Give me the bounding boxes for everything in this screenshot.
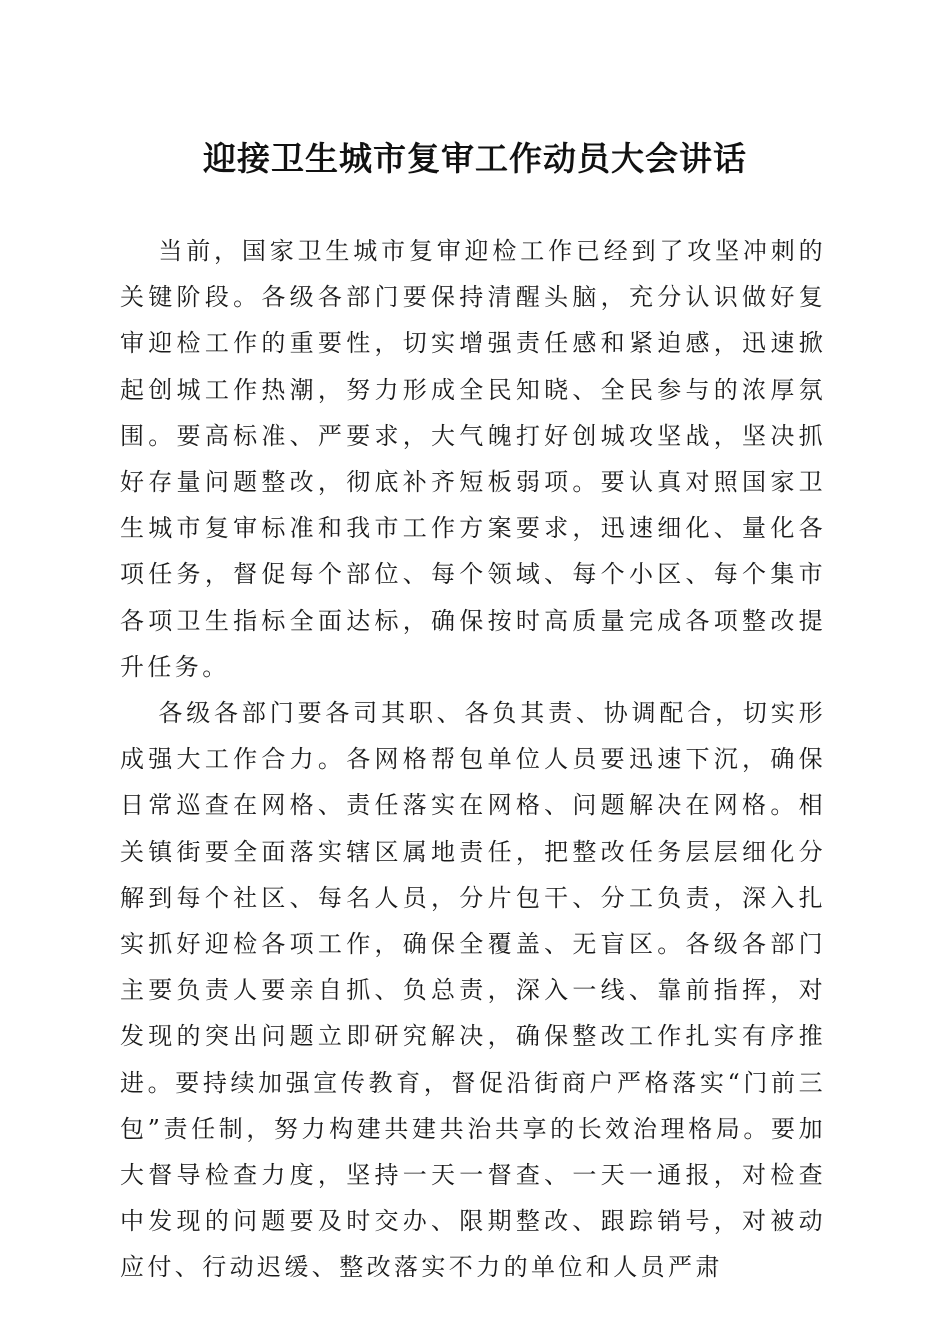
document-body [120, 228, 826, 1291]
document-title: 迎接卫生城市复审工作动员大会讲话 [203, 139, 747, 178]
paragraph-1: 当前，国家卫生城市复审迎检工作已经到了攻坚冲刺的关键阶段。各级各部门要保持清醒头脑，充分认识做好复审迎检工作的重要性，切实增强责任感和紧迫感，迅速掀起创城工作热潮，努力形成全民知晓、全民参与的浓厚氛围。要高标准、严要求，大气魄打好创城攻坚战，坚决抓好存量问题整改，彻底补齐短板弱项。要认真对照国家卫生城市复审标准和我市工作方案要求，迅速细化、量化各项任务，督促每个部位、每个领域、每个小区、每个集市各项卫生指标全面达标，确保按时高质量完成各项整改提升任务。 [120, 237, 826, 681]
paragraph-2: 各级各部门要各司其职、各负其责、协调配合，切实形成强大工作合力。各网格帮包单位人员要迅速下沉，确保日常巡查在网格、责任落实在网格、问题解决在网格。相关镇街要全面落实辖区属地责任，把整改任务层层细化分解到每个社区、每名人员，分片包干、分工负责，深入扎实抓好迎检各项工作，确保全覆盖、无盲区。各级各部门主要负责人要亲自抓、负总责，深入一线、靠前指挥，对发现的突出问题立即研究解决，确保整改工作扎实有序推进。要持续加强宣传教育，督促沿街商户严格落实“门前三包”责任制，努力构建共建共治共享的长效治理格局。要加大督导检查力度，坚持一天一督查、一天一通报，对检查中发现的问题要及时交办、限期整改、跟踪销号，对被动应付、行动迟缓、整改落实不力的单位和人员严肃 [120, 699, 826, 1282]
